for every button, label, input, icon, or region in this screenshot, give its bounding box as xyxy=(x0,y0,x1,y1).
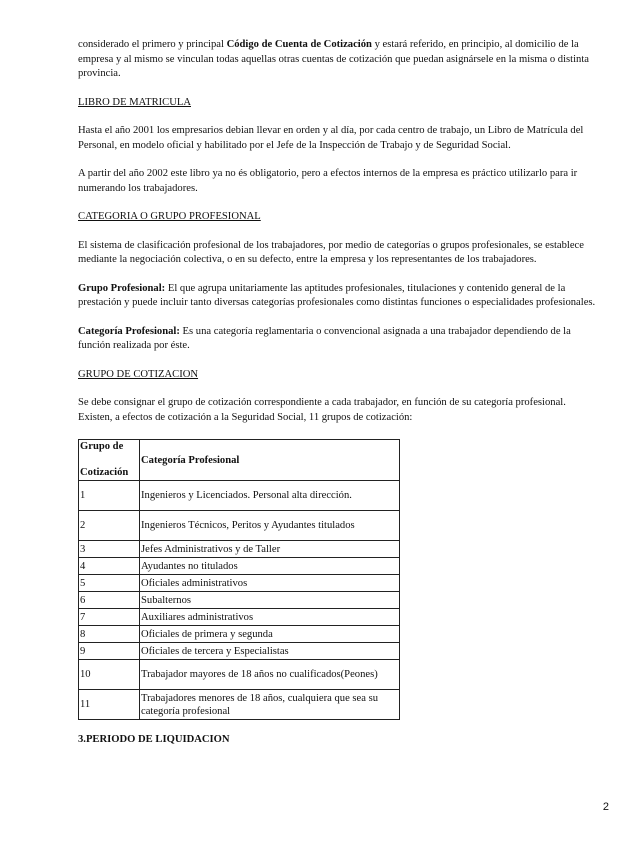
periodo-liquidacion-heading: 3.PERIODO DE LIQUIDACION xyxy=(78,734,230,745)
categoria-cell: Jefes Administrativos y de Taller xyxy=(140,541,400,558)
categoria-cell: Auxiliares administrativos xyxy=(140,609,400,626)
categoria-cell: Oficiales de primera y segunda xyxy=(140,626,400,643)
grupo-number-cell: 3 xyxy=(79,541,140,558)
libro-matricula-heading: LIBRO DE MATRICULA xyxy=(78,96,191,108)
categoria-cell: Subalternos xyxy=(140,592,400,609)
table-row xyxy=(79,592,400,609)
grupo-profesional-definition: Grupo Profesional: El que agrupa unitariamente las aptitudes profesionales, titulaciones y contenido general de la prestación y puede incluir tanto diversas categorías profesionales como distintas funciones o especialidades profesionales. xyxy=(78,282,596,308)
table-row xyxy=(79,609,400,626)
header-categoria-profesional: Categoría Profesional xyxy=(140,440,400,481)
grupo-number-cell: 6 xyxy=(79,592,140,609)
categoria-cell: Ingenieros y Licenciados. Personal alta dirección. xyxy=(140,481,400,511)
intro-paragraph: considerado el primero y principal Código de Cuenta de Cotización y estará referido, en principio, al domicilio de la empresa y al mismo se vinculan todas aquellas otras cuentas de cotización que puedan asignársele en la misma o distinta provincia. xyxy=(78,39,589,79)
grupo-cotizacion-heading: GRUPO DE COTIZACION xyxy=(78,368,199,380)
categoria-cell: Trabajador mayores de 18 años no cualificados(Peones) xyxy=(140,660,400,690)
document-page xyxy=(78,38,598,748)
codigo-cuenta-term: Código de Cuenta de Cotización xyxy=(226,39,372,50)
header-grupo-cotizacion: Grupo de Cotización xyxy=(79,440,140,481)
page-number: 2 xyxy=(602,801,609,813)
table-row xyxy=(79,511,400,541)
grupo-number-cell: 9 xyxy=(79,643,140,660)
table-row xyxy=(79,643,400,660)
categoria-heading: CATEGORIA O GRUPO PROFESIONAL xyxy=(78,211,261,222)
table-body xyxy=(79,481,400,720)
table-row xyxy=(79,541,400,558)
grupo-number-cell: 1 xyxy=(79,481,140,511)
table-row xyxy=(79,660,400,690)
categoria-cell: Ingenieros Técnicos, Peritos y Ayudantes titulados xyxy=(140,511,400,541)
libro-paragraph-1: Hasta el año 2001 los empresarios debian llevar en orden y al día, por cada centro de trabajo, un Libro de Matrícula del Personal, en modelo oficial y habilitado por el Jefe de la Inspección de Trabajo y de Seguridad Social. xyxy=(78,125,584,151)
table-row xyxy=(79,558,400,575)
grupo-number-cell: 4 xyxy=(79,558,140,575)
libro-paragraph-2: A partir del año 2002 este libro ya no és obligatorio, pero a efectos internos de la empresa es práctico utilizarlo para ir numerando los trabajadores. xyxy=(78,168,578,194)
grupo-number-cell: 10 xyxy=(79,660,140,690)
cotizacion-table xyxy=(78,439,400,720)
categoria-cell: Oficiales administrativos xyxy=(140,575,400,592)
table-row xyxy=(79,575,400,592)
categoria-paragraph: El sistema de clasificación profesional de los trabajadores, por medio de categorías o grupos profesionales, se establece mediante la negociación colectiva, o en su defecto, entre la empresa y los representantes de los trabajadores. xyxy=(78,239,584,265)
categoria-cell: Trabajadores menores de 18 años, cualquiera que sea su categoría profesional xyxy=(140,690,400,720)
categoria-profesional-definition: Categoría Profesional: Es una categoría reglamentaria o convencional asignada a una trabajador dependiendo de la función realizada por éste. xyxy=(78,325,571,351)
table-row xyxy=(79,481,400,511)
grupo-number-cell: 2 xyxy=(79,511,140,541)
grupo-number-cell: 11 xyxy=(79,690,140,720)
table-header-row xyxy=(79,440,400,481)
categoria-cell: Ayudantes no titulados xyxy=(140,558,400,575)
grupo-number-cell: 7 xyxy=(79,609,140,626)
grupo-number-cell: 8 xyxy=(79,626,140,643)
table-row xyxy=(79,626,400,643)
cotizacion-paragraph: Se debe consignar el grupo de cotización correspondiente a cada trabajador, en función de su categoría profesional. Existen, a efectos de cotización a la Seguridad Social, 11 grupos de cotización: xyxy=(78,397,566,423)
categoria-cell: Oficiales de tercera y Especialistas xyxy=(140,643,400,660)
grupo-number-cell: 5 xyxy=(79,575,140,592)
table-row xyxy=(79,690,400,720)
